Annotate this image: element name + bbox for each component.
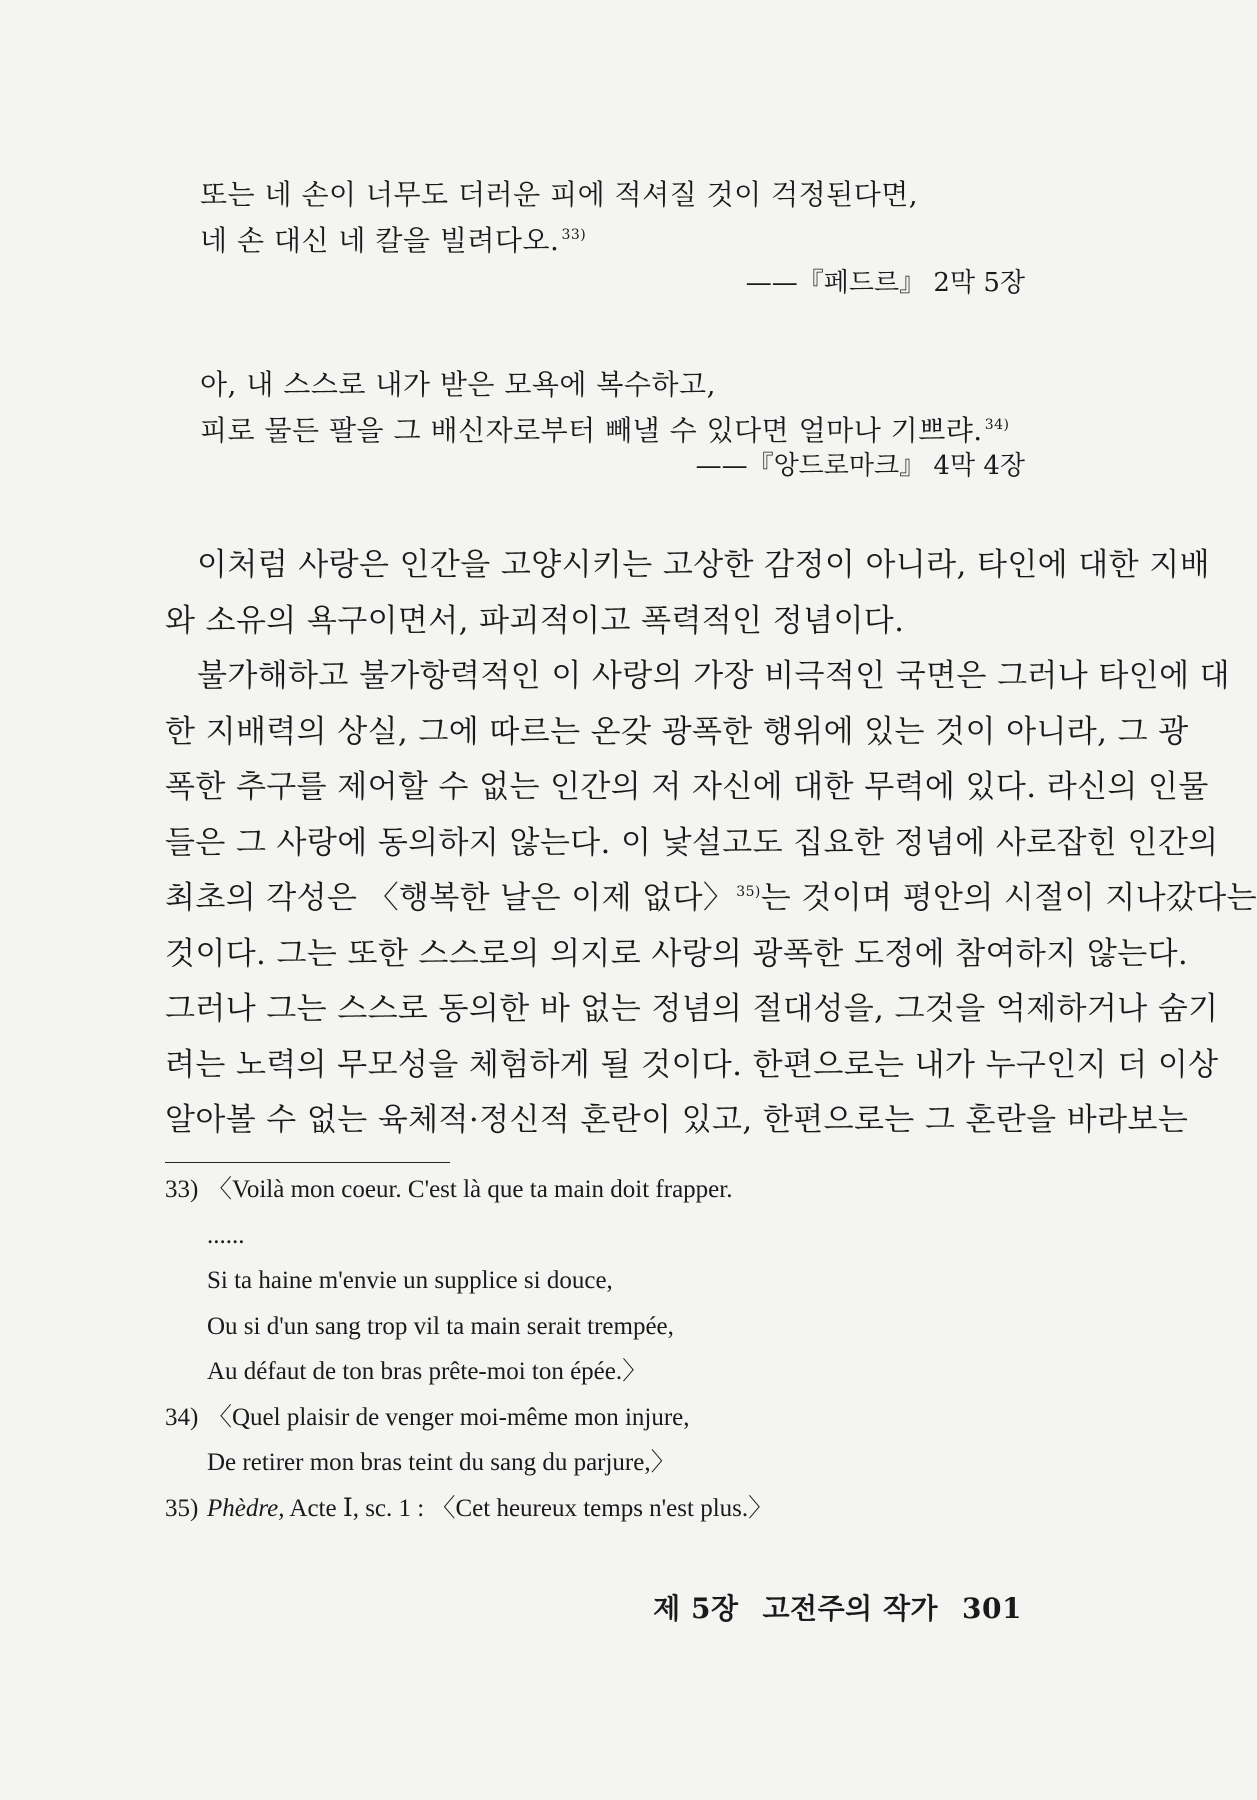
footnote-divider	[165, 1162, 450, 1163]
footnote-ref-33: 33)	[561, 227, 587, 243]
body-line: 불가해하고 불가항력적인 이 사랑의 가장 비극적인 국면은 그러나 타인에 대	[197, 658, 1231, 694]
footnote-ref-35: 35)	[736, 884, 761, 900]
page-number: 301	[962, 1592, 1022, 1625]
work-title: Phèdre,	[207, 1494, 285, 1522]
footnote-line: De retirer mon bras teint du sang du parjure,〉	[207, 1449, 676, 1476]
footnote-number: 34)	[165, 1403, 199, 1431]
quote-source-phedre: ——『페드르』 2막 5장	[745, 268, 1025, 298]
body-line: 와 소유의 욕구이면서, 파괴적이고 폭력적인 정념이다.	[165, 602, 905, 639]
footnote-33: 33) 〈Voilà mon coeur. C'est là que ta main doit frapper.	[165, 1167, 773, 1213]
quote-source-andromaque: ——『앙드로마크』 4막 4장	[695, 451, 1025, 481]
verse-quote-andromaque	[200, 362, 1010, 454]
verse-line: 네 손 대신 네 칼을 빌려다오. $^{33)}$	[200, 224, 587, 257]
verse-quote-phedre	[200, 172, 918, 264]
chapter-label: 제 5장	[653, 1592, 739, 1625]
body-line: 그러나 그는 스스로 동의한 바 없는 정념의 절대성을, 그것을 억제하거나 숨기	[165, 991, 1219, 1027]
footnote-line: Ou si d'un sang trop vil ta main serait trempée,	[207, 1312, 674, 1340]
footnote-line: ......	[207, 1221, 245, 1249]
body-line: 알아볼 수 없는 육체적·정신적 혼란이 있고, 한편으로는 그 혼란을 바라보는	[165, 1102, 1189, 1138]
footnote-number: 33)	[165, 1176, 199, 1203]
body-line: 들은 그 사랑에 동의하지 않는다. 이 낯설고도 집요한 정념에 사로잡힌 인간의	[165, 824, 1219, 861]
body-line: 폭한 추구를 제어할 수 없는 인간의 저 자신에 대한 무력에 있다. 라신의 인물	[165, 769, 1209, 805]
body-text	[165, 538, 1257, 1149]
body-line: 최초의 각성은 〈행복한 날은 이제 없다〉 $^{35)}$는 것이며 평안의 시절이 지나갔다는	[165, 880, 1257, 916]
footnotes	[165, 1167, 773, 1531]
footnote-line: Au défaut de ton bras prête-moi ton épée.〉	[207, 1358, 648, 1385]
body-line: 것이다. 그는 또한 스스로의 의지로 사랑의 광폭한 도정에 참여하지 않는다.	[165, 935, 1189, 972]
footnote-ref-34: 34)	[984, 417, 1010, 433]
footnote-34: 34) 〈Quel plaisir de venger moi-même mon injure,	[165, 1395, 773, 1441]
footnote-line: Si ta haine m'envie un supplice si douce,	[207, 1267, 613, 1294]
verse-line: 피로 물든 팔을 그 배신자로부터 빼낼 수 있다면 얼마나 기쁘랴. $^{34)}$	[200, 414, 1010, 447]
verse-line: 아, 내 스스로 내가 받은 모욕에 복수하고,	[200, 368, 716, 401]
body-line: 한 지배력의 상실, 그에 따르는 온갖 광폭한 행위에 있는 것이 아니라, 그 광	[165, 713, 1189, 750]
footnote-35: 35) Phèdre, Acte Ⅰ, sc. 1 : 〈Cet heureux temps n'est plus.〉	[165, 1486, 773, 1532]
chapter-title: 고전주의 작가	[762, 1592, 939, 1625]
verse-line: 또는 네 손이 너무도 더러운 피에 적셔질 것이 걱정된다면,	[200, 178, 919, 211]
body-line: 이처럼 사랑은 인간을 고양시키는 고상한 감정이 아니라, 타인에 대한 지배	[197, 547, 1210, 583]
footnote-number: 35)	[165, 1494, 199, 1522]
body-line: 려는 노력의 무모성을 체험하게 될 것이다. 한편으로는 내가 누구인지 더 이상	[165, 1046, 1219, 1083]
running-footer	[653, 1587, 1022, 1627]
